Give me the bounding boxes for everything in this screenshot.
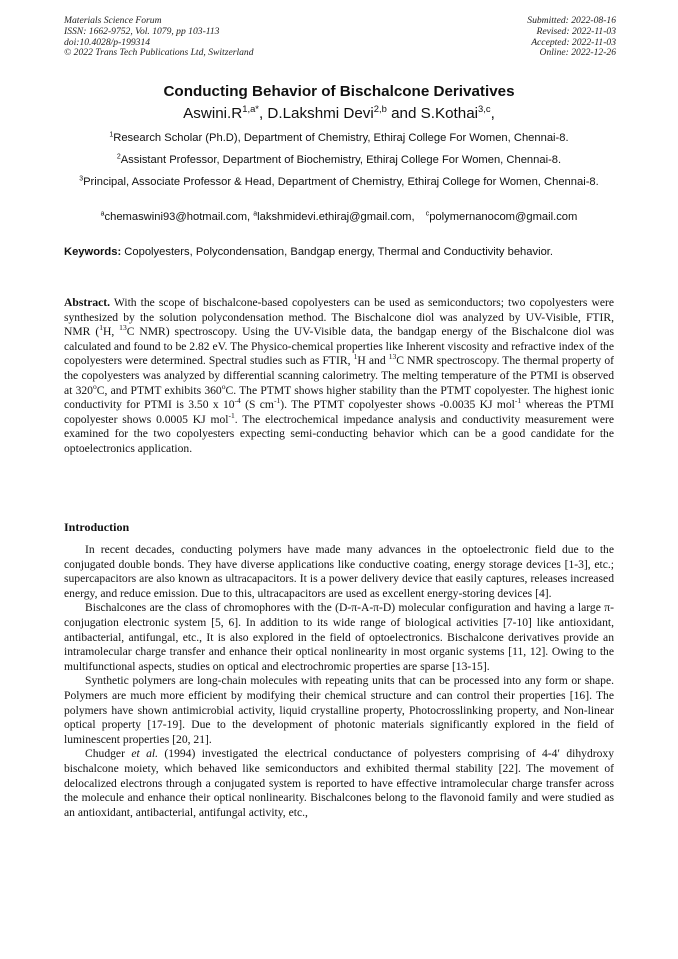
paper-title: Conducting Behavior of Bischalcone Derivatives	[163, 83, 515, 100]
intro-paragraph: In recent decades, conducting polymers have made many advances in the optoelectronic field due to the conjugated double bonds. They have diverse applications like conductive coating, energy storage devices [1-3], etc.; supercapacitors are also known as ultracapacitors. It is a power delivery device that easily captures, releases increased energy, and reduce emission. Due to this, ultracapacitors are used as excellent energy-storing devices [4].	[64, 543, 614, 600]
abstract-text: With the scope of bischalcone-based copolyesters can be used as semiconductors; two copolyesters were synthesized by the solution polycondensation method. The Bischalcone diol was analyzed by UV-Visible, FTIR, NMR ($^1$H, $^{13}$C NMR) spectroscopy. Using the UV-Visible data, the bandgap energy of the Bischalcone diol was calculated and found to be 2.82 eV. The Physico-chemical properties like Inherent viscosity and refractive index of the copolyesters were determined. Spectral studies such as FTIR, $^1$H and $^{13}$C NMR spectroscopy. The thermal property of the copolyesters was analyzed by differential scanning calorimetry. The melting temperature of the PTMI is observed at 320$^o$C, and PTMT exhibits 360$^o$C. The PTMT shows higher stability than the PTMT copolyester. The highest ionic conductivity for PTMI is 3.50 x $10^{-4}$ (S $cm^{-1}$). The PTMT copolyester shows -0.0035 KJ mol$^{-1}$ whereas the PTMI copolyester shows 0.0005 KJ mol$^{-1}$. The electrochemical impedance analysis and conductivity measurement were examined for the two copolyesters expecting semi-conducting behavior which can be a good candidate for the optoelectronics application.	[64, 296, 615, 455]
revised-date: Revised: 2022-11-03	[536, 25, 616, 37]
affiliation-marker: 3	[79, 175, 84, 183]
email-link[interactable]: chemaswini93@hotmail.com,	[104, 211, 251, 223]
email-link[interactable]: polymernanocom@gmail.com	[429, 211, 578, 223]
journal-header-right	[527, 16, 616, 59]
intro-paragraph: Chudger et al. (1994) investigated the electrical conductance of polyesters comprising of 4-4′ dihydroxy bischalcone moiety, which behaved like semiconductors and exhibited thermal stability [22]. The movement of delocalized electrons through a conjugated system is reported to have effective intramolecular charge transfer across the molecule and enhance their optical nonlinearity. Bischalcones belong to the flavonoid family and were studied as an antioxidant, antibacterial, antifungal activity, etc.,	[64, 747, 615, 819]
author-name: D.Lakshmi Devi	[267, 105, 374, 122]
section-heading-introduction: Introduction	[64, 520, 130, 534]
intro-paragraph: Synthetic polymers are long-chain molecules with repeating units that can be processed into any form or shape. Polymers are much more efficient by modifying their chemical structure and can control their properties [16]. The polymers have shown antimicrobial activity, liquid crystalline property, Photocrosslinking property, and Non-linear optical property [17-19]. Due to the development of photonic materials significantly explored in the field of luminescent properties [20, 21].	[64, 674, 614, 746]
email-marker: a	[253, 210, 258, 218]
abstract-label: Abstract.	[64, 296, 111, 309]
affiliation-3	[64, 175, 614, 190]
submitted-date: Submitted: 2022-08-16	[527, 15, 616, 26]
journal-name: Materials Science Forum	[64, 15, 162, 26]
author-list	[0, 102, 678, 122]
copyright-line: © 2022 Trans Tech Publications Ltd, Switzerland	[64, 47, 254, 59]
affiliation-2	[64, 153, 614, 168]
accepted-date: Accepted: 2022-11-03	[531, 36, 616, 48]
author-separator: and	[386, 105, 421, 122]
keywords-label: Keywords:	[64, 246, 122, 258]
email-link[interactable]: lakshmidevi.ethiraj@gmail.com,	[257, 211, 415, 223]
email-marker: c	[425, 210, 430, 218]
author-affiliation-marker: 3,c	[478, 102, 491, 114]
keywords	[64, 245, 614, 259]
affiliation-marker: 1	[109, 131, 114, 139]
author-name: S.Kothai	[420, 105, 479, 122]
author-emails	[64, 211, 614, 223]
affiliation-text: Research Scholar (Ph.D), Department of Chemistry, Ethiraj College For Women, Chennai-8.	[113, 132, 569, 144]
keywords-text: Copolyesters, Polycondensation, Bandgap energy, Thermal and Conductivity behavior.	[121, 246, 554, 258]
author-name: Aswini.R	[183, 105, 243, 122]
doi-line: doi:10.4028/p-199314	[64, 36, 151, 48]
email-marker: a	[100, 210, 105, 218]
intro-paragraph: Bischalcones are the class of chromophores with the (D-π-A-π-D) molecular configuration and having a large π-conjugation electronic system [5, 6]. In addition to its wide range of biological activities [7-10] like antioxidant, antibacterial, antifungal, etc., It is also explored in the field of optoelectronics. Bischalcone derivatives provide an intramolecular charge transfer and enhance their optical nonlinearity in most organic systems [11, 12]. Owing to the multifunctional aspects, studies on optical and electrochromic properties are sparse [13-15].	[64, 601, 614, 673]
author-affiliation-marker: 2,b	[373, 102, 387, 114]
introduction-body	[64, 543, 614, 820]
journal-header-left	[64, 16, 254, 59]
affiliation-marker: 2	[116, 153, 121, 161]
author-affiliation-marker: 1,a*	[242, 102, 259, 114]
abstract	[64, 296, 614, 457]
author-separator: ,	[490, 105, 495, 122]
affiliation-text: Assistant Professor, Department of Biochemistry, Ethiraj College For Women, Chennai-8.	[120, 154, 562, 166]
issn-line: ISSN: 1662-9752, Vol. 1079, pp 103-113	[64, 25, 220, 37]
affiliation-text: Principal, Associate Professor & Head, Department of Chemistry, Ethiraj College for Women, Chennai-8.	[83, 176, 599, 188]
online-date: Online: 2022-12-26	[539, 47, 616, 59]
author-separator: ,	[258, 105, 268, 122]
affiliation-1	[64, 131, 614, 146]
